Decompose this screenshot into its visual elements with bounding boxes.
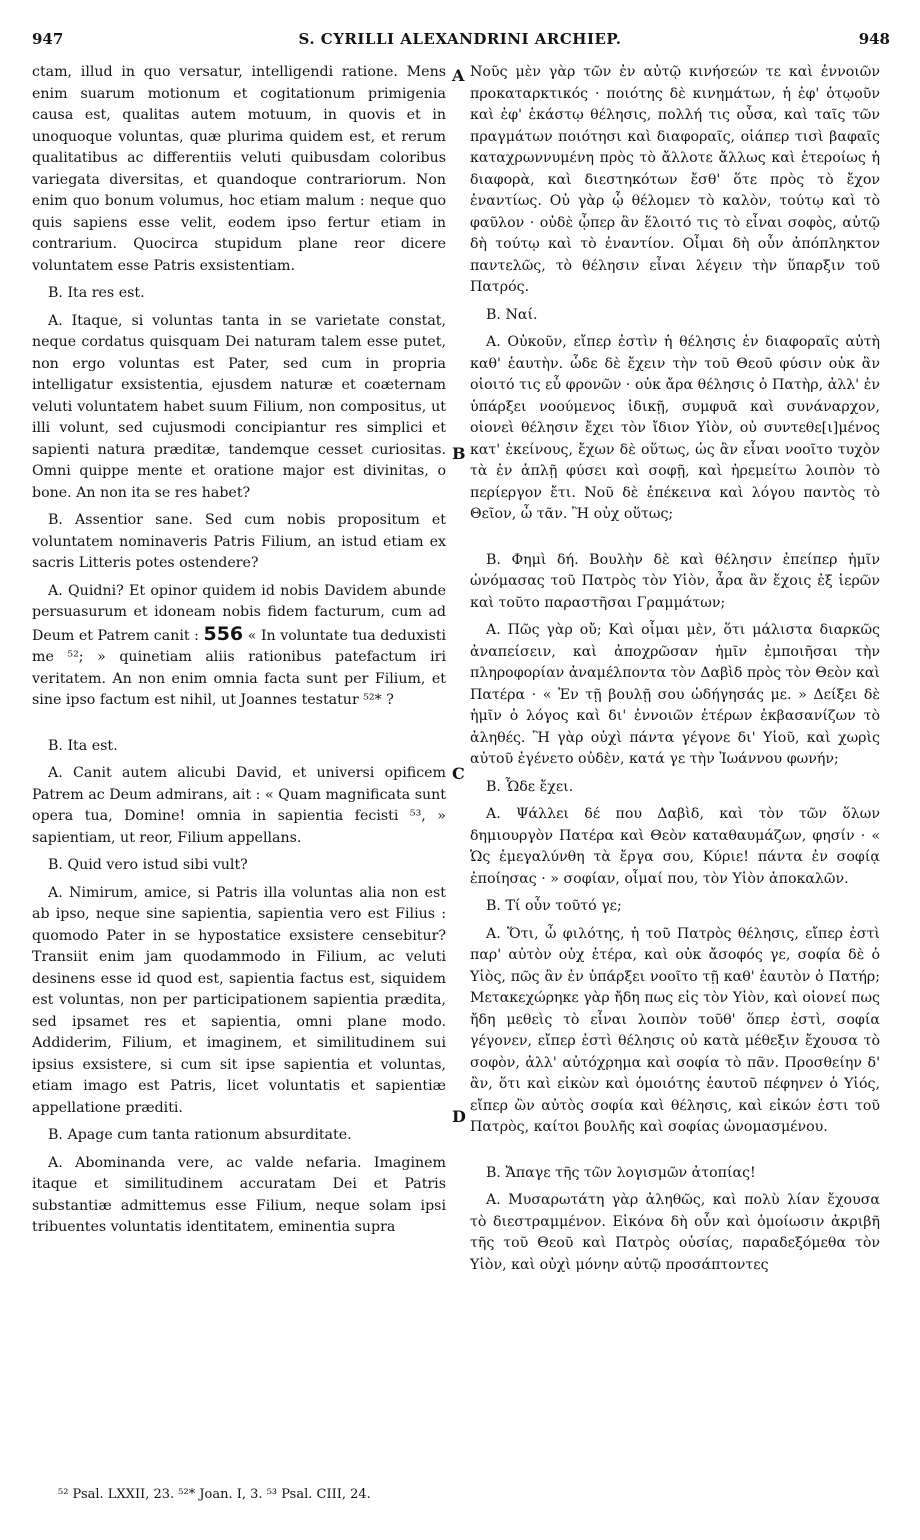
greek-paragraph: Α. Οὐκοῦν, εἴπερ ἐστὶν ἡ θέλησις ἐν διαφοραῖς αὐτὴ καθ' ἑαυτὴν. ὧδε δὲ ἔχειν τὴν τοῦ Θεοῦ φύσιν οὐκ ἂν οἰοιτό τις εὖ φρονῶν · οὐκ ἄρα θέλησις ὁ Πατὴρ, ἀλλ' ἐν ὑπάρξει νοούμενος ἰδικῇ, συμφυᾶ καὶ συνάναρχον, οἱονεὶ θέλησιν ἔχει τὸν ἴδιον Υἱὸν, οὐ συντεθε[ι]μένος κατ' ἐκείνους, ἔχων δὲ οὕτως, ὡς ἂν εἶναι νοοῖτο τυχὸν τὰ ἐν ἁπλῇ φύσει καὶ σοφῇ, καὶ ἠρεμείτω λοιπὸν τὸ περίεργον ἔτι. Νοῦ δὲ ἐπέκεινα καὶ λόγου παντὸς τὸ Θεῖον, ὦ τᾶν. Ἢ οὐχ οὕτως;	[470, 334, 880, 522]
margin-letter-a: A	[452, 66, 465, 85]
greek-paragraph: Β. Ἄπαγε τῆς τῶν λογισμῶν ἀτοπίας!	[486, 1164, 756, 1181]
page-header	[0, 30, 920, 54]
latin-paragraph: ctam, illud in quo versatur, intelligendi ratione. Mens enim suarum motionum et cogitationum primigenia causa est, qualitas autem motuum, in quovis et in unoquoque voluntas, quæ plurima quidem est, et rerum qualitatibus ac differentiis veluti quibusdam coloribus variegata diversitas, et quandoque contrariorum. Non enim quo bonum volumus, hoc etiam malum : neque quo quis sapiens esse velit, eodem ipso fertur etiam in contrarium. Quocirca stupidum plane reor dicere voluntatem esse Patris exsistentiam.	[32, 64, 446, 274]
margin-letter-b: B	[452, 444, 466, 463]
latin-paragraph: B. Quid vero istud sibi vult?	[48, 857, 248, 873]
latin-paragraph: A. Itaque, si voluntas tanta in se varietate constat, neque cordatus quisquam Dei naturam talem esse putet, non ergo voluntas est Pater, sed cum in propria intelligatur exsistentia, ejusdem naturæ et coæternam veluti voluntatem habet suum Filium, non compositus, ut illi volunt, sed cujusmodi concipiantur res simplici et sapienti natura præditæ, tandemque cesset curiositas. Omni quippe mente et oratione major est divinitas, o bone. An non ita se res habet?	[32, 312, 446, 501]
latin-column	[32, 62, 446, 1245]
latin-paragraph: B. Ita res est.	[48, 285, 145, 301]
latin-paragraph: B. Ita est.	[48, 737, 118, 754]
footnotes: ⁵² Psal. LXXII, 23. ⁵²* Joan. I, 3. ⁵³ Psal. CIII, 24.	[58, 1487, 371, 1502]
margin-letter-d: D	[452, 1107, 466, 1126]
running-title: S. CYRILLI ALEXANDRINI ARCHIEP.	[298, 30, 622, 48]
latin-paragraph-text: « In voluntate tua deduxisti me ⁵²; » quinetiam aliis rationibus patefactum iri veritatem. An non enim omnia facta sunt per Filium, et sine ipso factum est nihil, ut Joannes testatur ⁵²* ?	[32, 627, 447, 708]
greek-paragraph: Α. Πῶς γὰρ οὔ; Καὶ οἶμαι μὲν, ὅτι μάλιστα διαρκῶς ἀναπείσειν, καὶ ἀποχρῶσαν ἡμῖν ἐμποιῆσαι τὴν πληροφορίαν ἀναμέλποντα τὸν Δαβὶδ πρὸς τὸν Θεὸν καὶ Πατέρα · « Ἐν τῇ βουλῇ σου ὡδήγησάς με. » Δείξει δὲ ἡμῖν ὁ λόγος καὶ δι' ἐννοιῶν ἑτέρων ἐκβασανίζων τὸ ἀληθές. Ἢ γὰρ οὐχὶ πάντα γέγονε δι' Υἱοῦ, καὶ χωρὶς αὐτοῦ ἐγένετο οὐδὲν, κατά γε τὴν Ἰωάννου φωνήν;	[470, 622, 880, 767]
latin-paragraph	[32, 581, 446, 712]
latin-paragraph: A. Canit autem alicubi David, et universi opificem Patrem ac Deum admirans, ait : « Quam magnificata sunt opera tua, Domine! omnia in sapientia fecisti ⁵³, » sapientiam, ut reor, Filium appellans.	[32, 765, 446, 846]
greek-paragraph: Νοῦς μὲν γὰρ τῶν ἐν αὐτῷ κινήσεών τε καὶ ἐννοιῶν προκαταρκτικός · ποιότης δὲ κινημάτων, ἡ ἐφ' ὁτῳοῦν καὶ ἐφ' ἑκάστῳ θέλησις, πολλή τις οὖσα, καὶ ταῖς τῶν πραγμάτων ποιότησι καὶ διαφοραῖς, οἱάπερ τισὶ βαφαῖς καταχρωννυμένη πρὸς τὸ ἄλλοτε ἄλλως καὶ ἑτεροίως ἡ διαφορὰ, καὶ διεστηκότων ἔσθ' ὅτε πρὸς τὸ ἔχον ἐναντίως. Οὐ γὰρ ᾧ θέλομεν τὸ καλὸν, τούτῳ καὶ τὸ φαῦλον · οὐδὲ ᾧπερ ἂν ἕλοιτό τις τὸ εἶναι σοφὸς, αὐτῷ δὴ τούτῳ καὶ τὸ ἐναντίον. Οἶμαι δὴ οὖν ἀπόπληκτον παντελῶς, τὸ θέλησιν εἶναι λέγειν τὴν ὕπαρξιν τοῦ Πατρός.	[470, 64, 880, 295]
latin-paragraph: A. Abominanda vere, ac valde nefaria. Imaginem itaque et similitudinem accuratam Dei et Patris substantiæ admittemus esse Filium, neque solam ipsi tribuentes voluntatis identitatem, eminentia supra	[32, 1154, 446, 1235]
column-number: 556	[203, 622, 244, 645]
greek-paragraph: Α. Μυσαρωτάτη γὰρ ἀληθῶς, καὶ πολὺ λίαν ἔχουσα τὸ διεστραμμένον. Εἰκόνα δὴ οὖν καὶ ὁμοίωσιν ἀκριβῆ τῆς τοῦ Θεοῦ καὶ Πατρὸς οὐσίας, παραδεξόμεθα τὸν Υἱὸν, καὶ οὐχὶ μόνην αὐτῷ προσάπτοντες	[470, 1192, 880, 1273]
left-page-number: 947	[32, 30, 64, 48]
greek-paragraph: Β. Φημὶ δή. Βουλὴν δὲ καὶ θέλησιν ἐπείπερ ἡμῖν ὠνόμασας τοῦ Πατρὸς τὸν Υἱὸν, ἆρα ἂν ἔχοις ἐξ ἱερῶν καὶ τοῦτο παραστῆσαι Γραμμάτων;	[470, 551, 880, 611]
greek-column	[470, 62, 880, 1282]
greek-paragraph: Α. Ψάλλει δέ που Δαβὶδ, καὶ τὸν τῶν ὅλων δημιουργὸν Πατέρα καὶ Θεὸν καταθαυμάζων, φησίν · « Ὡς ἐμεγαλύνθη τὰ ἔργα σου, Κύριε! πάντα ἐν σοφίᾳ ἐποίησας · » σοφίαν, οἶμαί που, τὸν Υἱὸν ἀποκαλῶν.	[470, 806, 880, 887]
latin-paragraph: B. Assentior sane. Sed cum nobis propositum et voluntatem nominaveris Patris Filium, an istud etiam ex sacris Litteris potes ostendere?	[32, 512, 446, 571]
greek-paragraph: Β. Τί οὖν τοῦτό γε;	[486, 898, 622, 914]
margin-letter-c: C	[452, 764, 465, 783]
greek-paragraph: Α. Ὅτι, ὦ φιλότης, ἡ τοῦ Πατρὸς θέλησις, εἴπερ ἐστὶ παρ' αὐτὸν οὐχ ἑτέρα, καὶ οὐκ ἄσοφός γε, σοφία δὲ ὁ Υἱὸς, πῶς ἂν ἐν ὑπάρξει νοοῖτο τῇ καθ' ἑαυτὸν ὁ Πατήρ; Μετακεχώρηκε γὰρ ἤδη πως εἰς τὸν Υἱὸν, καὶ οἱονεί πως ἤδη μεθεὶς τὸ εἶναι λοιπὸν τοῦθ' ὅπερ ἐστὶ, σοφία γέγονεν, εἴπερ ἐστὶ θέλησις οὐ κατὰ μέθεξιν ἔχουσα τὸ σοφὸν, ἀλλ' αὐτόχρημα καὶ σοφία τὸ πᾶν. Προσθείην δ' ἂν, ὅτι καὶ εἰκὼν καὶ ὁμοιότης ἑαυτοῦ πέφηνεν ὁ Υἱός, εἴπερ ὢν αὐτὸς σοφία καὶ θέλησις, καὶ εἰκών ἐστι τοῦ Πατρὸς, καίτοι βουλῆς καὶ σοφίας ὠνομασμένου.	[470, 925, 880, 1135]
greek-paragraph: Β. Ναί.	[486, 306, 538, 323]
greek-paragraph: Β. Ὧδε ἔχει.	[486, 778, 574, 795]
right-page-number: 948	[858, 30, 890, 48]
latin-paragraph: A. Nimirum, amice, si Patris illa voluntas alia non est ab ipso, neque sine sapientia, sapientia vero est Filius : quomodo Pater in se hypostatice exsistere censebitur? Transiit enim jam quodammodo in Filium, ac veluti desinens esse id quod est, sapientia factus est, siquidem est voluntas, non per participationem sapientia prædita, sed ipsamet res et sapientia, omni plane modo. Addiderim, Filium, et imaginem, et similitudinem sui ipsius exsistere, si cum sit ipse sapientia et voluntas, etiam imago est Patris, licet voluntatis et sapientiæ appellatione præditi.	[32, 884, 446, 1116]
latin-paragraph-text: A. Quidni? Et opinor quidem id nobis Davidem abunde persuasurum et idoneam nobis fidem facturum, cum ad Deum et Patrem canit :	[32, 582, 446, 644]
latin-paragraph: B. Apage cum tanta rationum absurditate.	[48, 1127, 352, 1143]
